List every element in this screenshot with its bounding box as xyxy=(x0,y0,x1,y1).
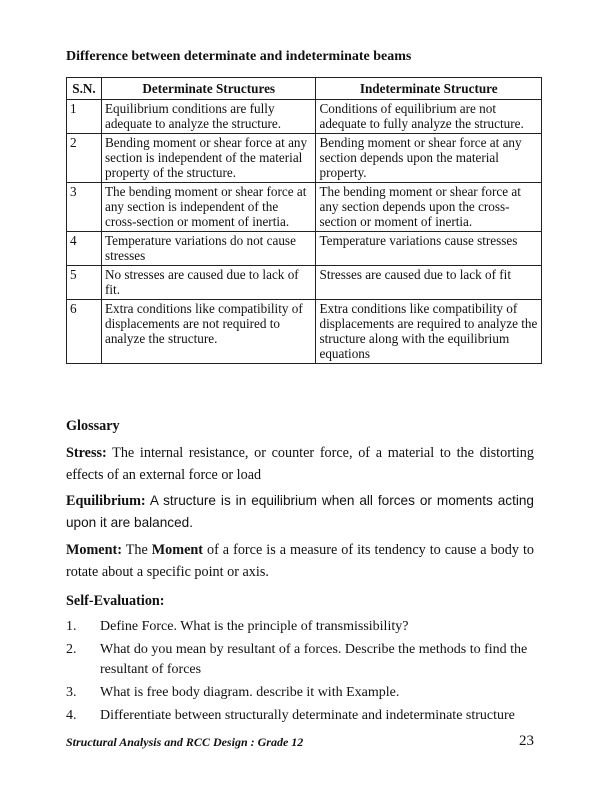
header-sn: S.N. xyxy=(67,78,102,100)
table-row xyxy=(67,183,542,232)
row-sn: 1 xyxy=(67,100,102,134)
self-evaluation-title: Self-Evaluation: xyxy=(66,593,165,609)
comparison-table xyxy=(66,77,542,364)
moment-term: Moment: xyxy=(66,542,122,558)
list-item xyxy=(66,640,536,680)
table-row xyxy=(67,134,542,183)
question-number: 2. xyxy=(66,642,77,657)
table-row xyxy=(67,300,542,364)
glossary-stress xyxy=(66,442,534,486)
row-determinate: Temperature variations do not cause stresses xyxy=(101,232,316,266)
question-text: What is free body diagram. describe it with Example. xyxy=(100,685,400,700)
question-text: Define Force. What is the principle of transmissibility? xyxy=(100,619,409,634)
table-row xyxy=(67,232,542,266)
list-item xyxy=(66,706,536,726)
moment-definition: of a force is a measure of its tendency to cause a body to rotate about a specific point or axis. xyxy=(66,542,534,580)
question-text: Differentiate between structurally determinate and indeterminate structure xyxy=(100,708,515,723)
moment-bold: Moment xyxy=(151,542,203,558)
row-indeterminate: Extra conditions like compatibility of displacements are required to analyze the structure along with the equilibrium equations xyxy=(316,300,542,364)
row-indeterminate: Temperature variations cause stresses xyxy=(316,232,542,266)
table-row xyxy=(67,266,542,300)
equilibrium-term: Equilibrium: xyxy=(66,493,146,509)
row-determinate: No stresses are caused due to lack of fit. xyxy=(101,266,316,300)
list-item xyxy=(66,617,536,637)
footer-book-title: Structural Analysis and RCC Design : Grade 12 xyxy=(66,735,304,749)
row-determinate: Bending moment or shear force at any section is independent of the material property of the structure. xyxy=(101,134,316,183)
question-number: 4. xyxy=(66,708,77,723)
glossary-equilibrium xyxy=(66,490,534,534)
question-text: What do you mean by resultant of a forces. Describe the methods to find the resultant of forces xyxy=(100,642,528,677)
row-sn: 5 xyxy=(67,266,102,300)
row-indeterminate: The bending moment or shear force at any section depends upon the cross-section or moment of inertia. xyxy=(316,183,542,232)
row-sn: 2 xyxy=(67,134,102,183)
question-number: 1. xyxy=(66,619,77,634)
glossary-moment xyxy=(66,539,534,583)
row-sn: 3 xyxy=(67,183,102,232)
row-determinate: Equilibrium conditions are fully adequate to analyze the structure. xyxy=(101,100,316,134)
row-indeterminate: Conditions of equilibrium are not adequate to fully analyze the structure. xyxy=(316,100,542,134)
stress-definition: The internal resistance, or counter force, of a material to the distorting effects of an external force or load xyxy=(66,445,534,483)
table-row xyxy=(67,100,542,134)
row-determinate: The bending moment or shear force at any section is independent of the cross-section or moment of inertia. xyxy=(101,183,316,232)
header-indeterminate: Indeterminate Structure xyxy=(316,78,542,100)
table-header-row xyxy=(67,78,542,100)
row-indeterminate: Stresses are caused due to lack of fit xyxy=(316,266,542,300)
list-item xyxy=(66,683,536,703)
header-determinate: Determinate Structures xyxy=(101,78,316,100)
row-sn: 6 xyxy=(67,300,102,364)
row-indeterminate: Bending moment or shear force at any section depends upon the material property. xyxy=(316,134,542,183)
row-sn: 4 xyxy=(67,232,102,266)
equilibrium-definition: A structure is in equilibrium when all forces or moments acting upon it are balanced. xyxy=(66,493,534,530)
question-number: 3. xyxy=(66,685,77,700)
question-list xyxy=(66,617,536,729)
page-number: 23 xyxy=(519,733,534,749)
glossary-title: Glossary xyxy=(66,418,120,434)
moment-pre: The xyxy=(121,542,152,558)
row-determinate: Extra conditions like compatibility of displacements are not required to analyze the structure. xyxy=(101,300,316,364)
table-heading: Difference between determinate and indeterminate beams xyxy=(66,49,412,64)
stress-term: Stress: xyxy=(66,445,107,461)
